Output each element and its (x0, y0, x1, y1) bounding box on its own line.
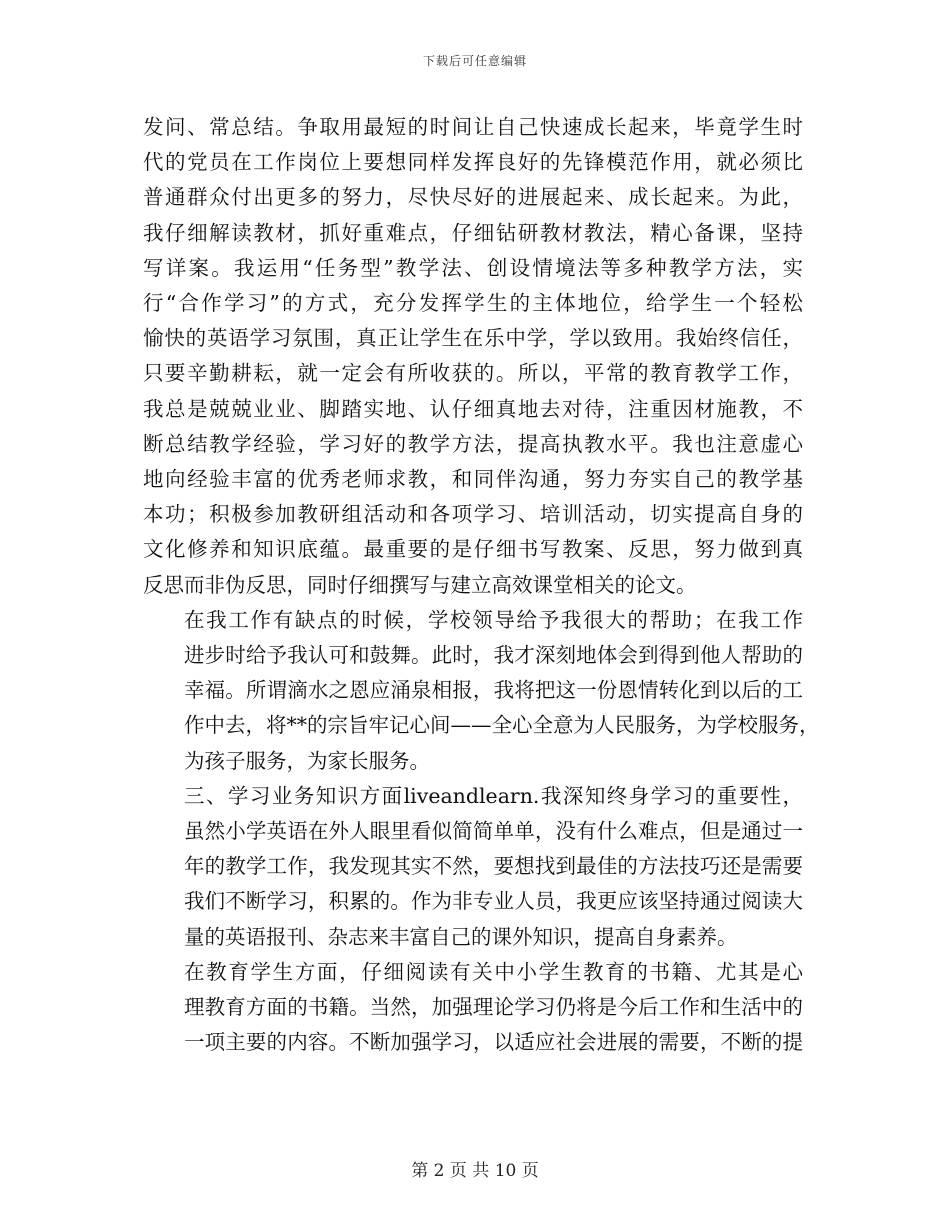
text-line: 一项主要的内容。不断加强学习，以适应社会进展的需要，不断的提 (184, 1030, 803, 1055)
page-number-footer: 第 2 页 共 10 页 (411, 1161, 539, 1181)
text-line: 只要辛勤耕耘，就一定会有所收获的。所以，平常的教育教学工作， (143, 361, 803, 386)
text-line: 年的教学工作，我发现其实不然，要想找到最佳的方法技巧还是需要 (184, 854, 803, 879)
paragraph-2 (143, 603, 820, 779)
text-line: 三、学习业务知识方面liveandlearn.我深知终身学习的重要性， (184, 783, 803, 808)
text-line: 地向经验丰富的优秀老师求教，和同伴沟通，努力夯实自己的教学基 (143, 467, 803, 492)
text-line: 理教育方面的书籍。当然，加强理论学习仍将是今后工作和生活中的 (184, 995, 803, 1020)
text-line: 进步时给予我认可和鼓舞。此时，我才深刻地体会到得到他人帮助的 (184, 643, 803, 668)
paragraph-4 (143, 955, 803, 1061)
text-line: 虽然小学英语在外人眼里看似简简单单，没有什么难点，但是通过一 (184, 819, 803, 844)
paragraph-1 (143, 110, 803, 603)
text-line: 量的英语报刊、杂志来丰富自己的课外知识，提高自身素养。 (184, 924, 738, 949)
text-line: 在教育学生方面，仔细阅读有关中小学生教育的书籍、尤其是心 (184, 959, 803, 984)
text-line: 断总结教学经验，学习好的教学方法，提高执教水平。我也注意虚心 (143, 431, 803, 456)
text-line: 幸福。所谓滴水之恩应涌泉相报，我将把这一份恩情转化到以后的工 (184, 678, 803, 703)
text-line: 文化修养和知识底蕴。最重要的是仔细书写教案、反思，努力做到真 (143, 537, 803, 562)
text-line: 我总是兢兢业业、脚踏实地、认仔细真地去对待，注重因材施教，不 (143, 396, 803, 421)
text-line: 本功；积极参加教研组活动和各项学习、培训活动，切实提高自身的 (143, 502, 803, 527)
text-line: 发问、常总结。争取用最短的时间让自己快速成长起来，毕竟学生时 (143, 115, 803, 139)
text-line: 愉快的英语学习氛围，真正让学生在乐中学，学以致用。我始终信任， (143, 326, 803, 351)
text-line: 我仔细解读教材，抓好重难点，仔细钻研教材教法，精心备课，坚持 (143, 220, 803, 245)
paragraph-3 (143, 779, 803, 955)
text-line: 代的党员在工作岗位上要想同样发挥良好的先锋模范作用，就必须比 (143, 150, 803, 175)
text-line: 作中去，将**的宗旨牢记心间——全心全意为人民服务，为学校服务， (184, 713, 820, 738)
page-header: 下载后可任意编辑 (422, 54, 527, 68)
text-line: 反思而非伪反思，同时仔细撰写与建立高效课堂相关的论文。 (143, 572, 697, 597)
text-line: 在我工作有缺点的时候，学校领导给予我很大的帮助；在我工作 (184, 607, 803, 632)
text-line: 行“合作学习”的方式，充分发挥学生的主体地位，给学生一个轻松 (143, 291, 803, 316)
text-line: 写详案。我运用“任务型”教学法、创设情境法等多种教学方法，实 (143, 255, 803, 280)
text-line: 为孩子服务，为家长服务。 (184, 748, 430, 773)
text-line: 我们不断学习，积累的。作为非专业人员，我更应该坚持通过阅读大 (184, 889, 803, 914)
body-text (143, 110, 820, 1060)
text-line: 普通群众付出更多的努力，尽快尽好的进展起来、成长起来。为此， (143, 185, 803, 210)
